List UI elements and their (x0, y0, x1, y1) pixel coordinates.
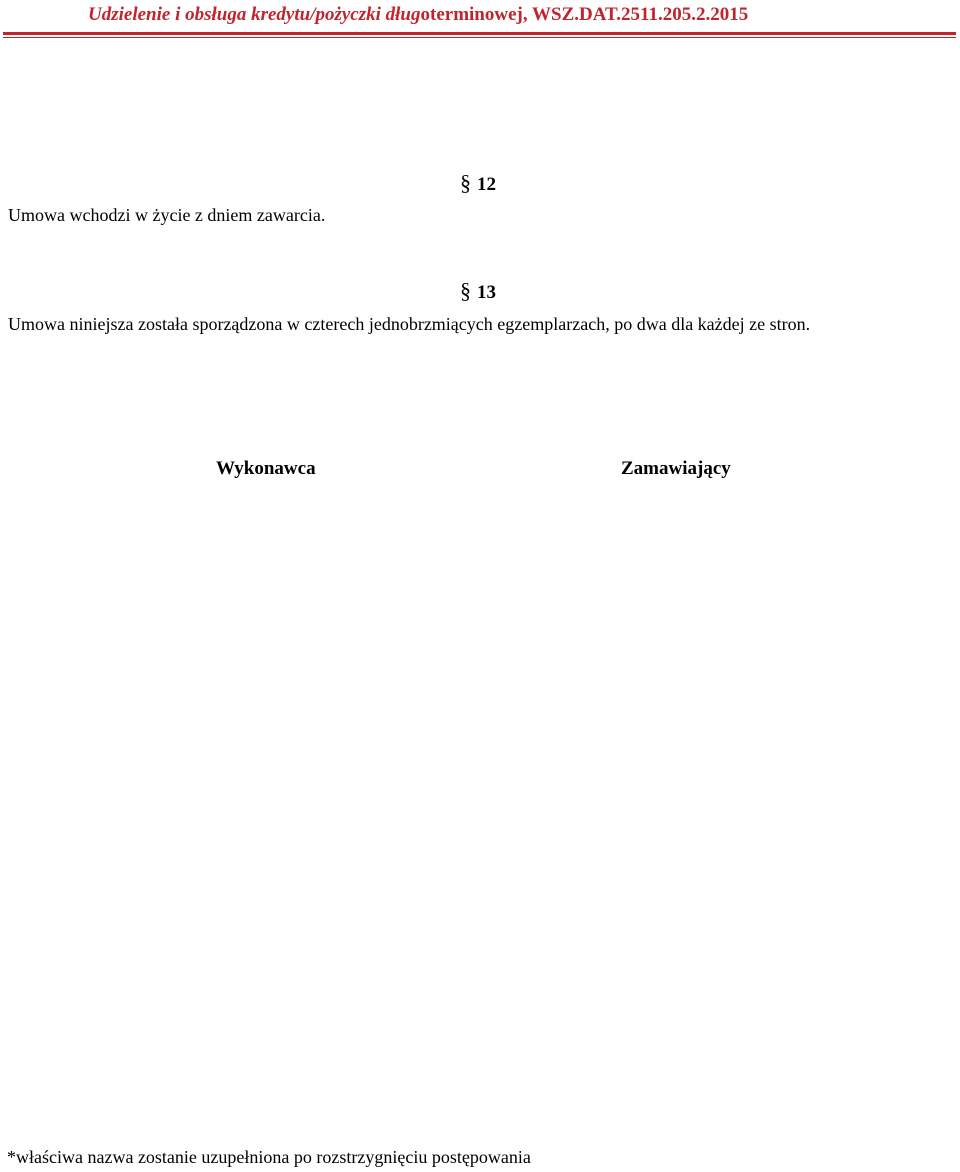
document-title-rest: oterminowej, WSZ.DAT.2511.205.2.2015 (420, 4, 749, 25)
document-title-italic: Udzielenie i obsługa kredytu/pożyczki dług (88, 4, 421, 25)
section-12-heading (460, 170, 496, 196)
footnote: *właściwa nazwa zostanie uzupełniona po rozstrzygnięciu postępowania (7, 1147, 531, 1167)
section-13-text: Umowa niniejsza została sporządzona w czterech jednobrzmiących egzemplarzach, po dwa dla każdej ze stron. (8, 314, 811, 334)
section-12-text: Umowa wchodzi w życie z dniem zawarcia. (8, 205, 326, 225)
document-title (88, 4, 748, 26)
section-number: 12 (477, 174, 496, 195)
section-number: 13 (477, 282, 496, 303)
section-symbol: § (460, 170, 471, 195)
signature-client-label: Zamawiający (621, 458, 731, 479)
signature-contractor-label: Wykonawca (216, 458, 316, 479)
header-rule-thin (3, 37, 956, 38)
section-13-heading (460, 278, 496, 304)
header-rule-thick (3, 32, 956, 35)
page-header (0, 0, 960, 40)
section-symbol: § (460, 278, 471, 303)
